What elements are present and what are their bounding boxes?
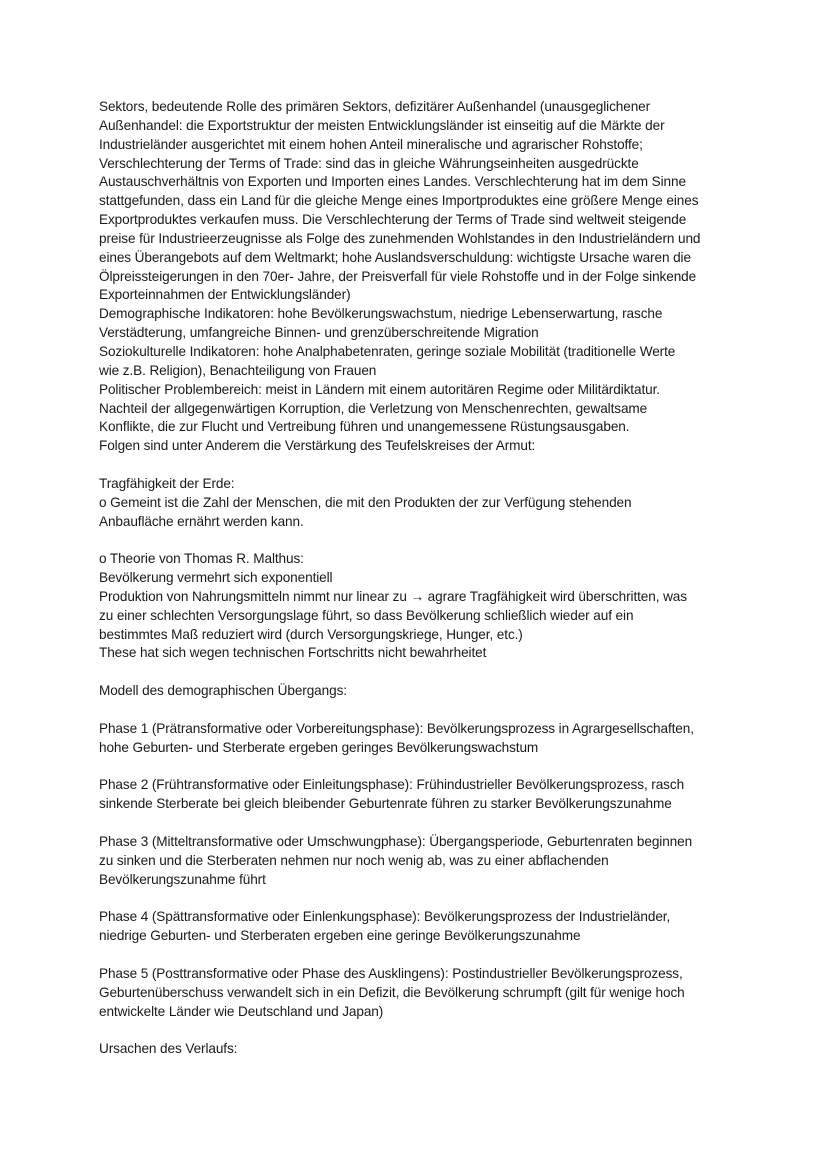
- text-line: Industrieländer ausgerichtet mit einem hohen Anteil mineralische und agrarischer Rohstoffe;: [99, 136, 643, 152]
- text-line: Konflikte, die zur Flucht und Vertreibung führen und unangemessene Rüstungsausgaben.: [99, 419, 630, 435]
- text-line: sinkende Sterberate bei gleich bleibender Geburtenrate führen zu starker Bevölkerungszunahme: [99, 796, 672, 812]
- paragraph-malthus-theory: [99, 550, 739, 663]
- paragraph-phase-2: [99, 776, 739, 814]
- text-line: Exporteinnahmen der Entwicklungsländer): [99, 287, 351, 303]
- text-line: Bevölkerungszunahme führt: [99, 871, 266, 887]
- text-line: stattgefunden, dass ein Land für die gleiche Menge eines Importproduktes eine größere Menge eines: [99, 193, 699, 209]
- paragraph-spacer: [99, 1021, 739, 1040]
- paragraph-phase-4: [99, 908, 739, 946]
- text-line: Soziokulturelle Indikatoren: hohe Analphabetenraten, geringe soziale Mobilität (traditionelle Werte: [99, 343, 676, 359]
- text-line: Produktion von Nahrungsmitteln nimmt nur linear zu → agrare Tragfähigkeit wird überschritten, was: [99, 588, 687, 604]
- section-heading: Ursachen des Verlaufs:: [99, 1041, 238, 1057]
- text-line: Austauschverhältnis von Exporten und Importen eines Landes. Verschlechterung hat im dem Sinne: [99, 174, 686, 190]
- text-line: niedrige Geburten- und Sterberaten ergeben eine geringe Bevölkerungszunahme: [99, 928, 581, 944]
- paragraph-spacer: [99, 663, 739, 682]
- text-line: Phase 1 (Prätransformative oder Vorbereitungsphase): Bevölkerungsprozess in Agrargesellschaften,: [99, 720, 694, 736]
- section-heading: Modell des demographischen Übergangs:: [99, 683, 347, 699]
- paragraph-spacer: [99, 531, 739, 550]
- text-line: eines Überangebots auf dem Weltmarkt; hohe Auslandsverschuldung: wichtigste Ursache waren die: [99, 249, 691, 265]
- text-line: Verschlechterung der Terms of Trade: sind das in gleiche Währungseinheiten ausgedrückte: [99, 155, 639, 171]
- text-line: zu einer schlechten Versorgungslage führt, so dass Bevölkerung schließlich wieder auf ein: [99, 607, 634, 623]
- text-line: Phase 2 (Frühtransformative oder Einleitungsphase): Frühindustrieller Bevölkerungsprozess, rasch: [99, 777, 685, 793]
- paragraph-spacer: [99, 814, 739, 833]
- text-line: Folgen sind unter Anderem die Verstärkung des Teufelskreises der Armut:: [99, 438, 536, 454]
- text-line: zu sinken und die Sterberaten nehmen nur noch wenig ab, was zu einer abflachenden: [99, 852, 609, 868]
- paragraph-model-heading: [99, 682, 739, 701]
- text-line: o Theorie von Thomas R. Malthus:: [99, 551, 304, 567]
- text-line: Exportproduktes verkaufen muss. Die Verschlechterung der Terms of Trade sind weltweit steigende: [99, 212, 687, 228]
- text-line: Demographische Indikatoren: hohe Bevölkerungswachstum, niedrige Lebenserwartung, rasche: [99, 306, 663, 322]
- paragraph-phase-1: [99, 720, 739, 758]
- text-line: Außenhandel: die Exportstruktur der meisten Entwicklungsländer ist einseitig auf die Märkte der: [99, 117, 665, 133]
- paragraph-causes-heading: [99, 1040, 739, 1059]
- text-line: Phase 3 (Mitteltransformative oder Umschwungphase): Übergangsperiode, Geburtenraten beginnen: [99, 833, 693, 849]
- text-line: bestimmtes Maß reduziert wird (durch Versorgungskriege, Hunger, etc.): [99, 626, 523, 642]
- text-line: wie z.B. Religion), Benachteiligung von Frauen: [99, 362, 377, 378]
- paragraph-spacer: [99, 758, 739, 777]
- text-line: Ölpreissteigerungen in den 70er- Jahre, der Preisverfall für viele Rohstoffe und in der Folge sinkende: [99, 268, 697, 284]
- paragraph-carrying-capacity: [99, 475, 739, 532]
- text-line: preise für Industrieerzeugnisse als Folge des zunehmenden Wohlstandes in den Industrieländern und: [99, 230, 701, 246]
- text-line: hohe Geburten- und Sterberate ergeben geringes Bevölkerungswachstum: [99, 739, 539, 755]
- text-line: Politischer Problembereich: meist in Ländern mit einem autoritären Regime oder Militärdiktatur.: [99, 381, 660, 397]
- text-line: Bevölkerung vermehrt sich exponentiell: [99, 570, 333, 586]
- text-line: Anbaufläche ernährt werden kann.: [99, 513, 304, 529]
- paragraph-phase-3: [99, 833, 739, 890]
- text-line: Geburtenüberschuss verwandelt sich in ein Defizit, die Bevölkerung schrumpft (gilt für wenige hoch: [99, 984, 685, 1000]
- text-line: entwickelte Länder wie Deutschland und Japan): [99, 1003, 384, 1019]
- section-heading: Tragfähigkeit der Erde:: [99, 475, 235, 491]
- paragraph-spacer: [99, 456, 739, 475]
- paragraph-spacer: [99, 701, 739, 720]
- text-line: Phase 4 (Spättransformative oder Einlenkungsphase): Bevölkerungsprozess der Industrieländer,: [99, 909, 671, 925]
- paragraph-development-indicators: [99, 98, 739, 456]
- text-line: o Gemeint ist die Zahl der Menschen, die mit den Produkten der zur Verfügung stehenden: [99, 494, 632, 510]
- text-line: Verstädterung, umfangreiche Binnen- und grenzüberschreitende Migration: [99, 325, 539, 341]
- text-line: Nachteil der allgegenwärtigen Korruption, die Verletzung von Menschenrechten, gewaltsame: [99, 400, 648, 416]
- paragraph-spacer: [99, 889, 739, 908]
- text-line: These hat sich wegen technischen Fortschritts nicht bewahrheitet: [99, 645, 487, 661]
- text-line: Phase 5 (Posttransformative oder Phase des Ausklingens): Postindustrieller Bevölkerungsprozess,: [99, 965, 683, 981]
- paragraph-spacer: [99, 946, 739, 965]
- paragraph-phase-5: [99, 965, 739, 1022]
- text-line: Sektors, bedeutende Rolle des primären Sektors, defizitärer Außenhandel (unausgeglichener: [99, 99, 651, 114]
- document-body: [99, 98, 739, 1059]
